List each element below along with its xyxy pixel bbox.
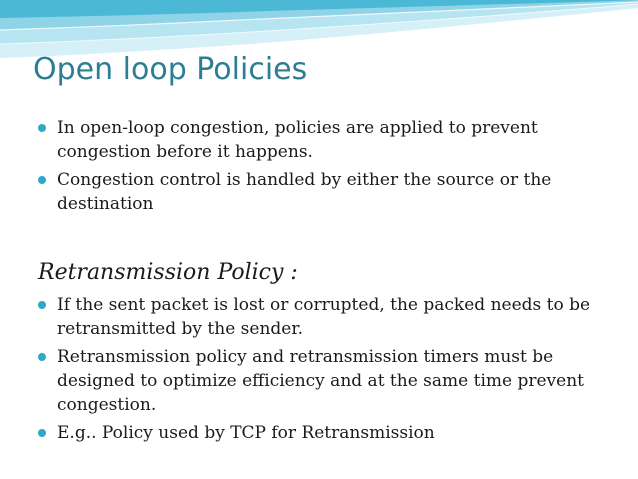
list-item xyxy=(38,293,618,341)
policy-bullets-block xyxy=(38,293,618,449)
policy-bullet-list xyxy=(38,293,618,445)
list-item xyxy=(38,421,618,445)
slide-title: Open loop Policies xyxy=(33,52,308,87)
section-subheading: Retransmission Policy : xyxy=(38,260,298,285)
bullet-text: E.g.. Policy used by TCP for Retransmission xyxy=(57,423,435,443)
bullet-dot-icon xyxy=(38,301,46,309)
list-item xyxy=(38,116,618,164)
bullet-text: Retransmission policy and retransmission timers must be designed to optimize efficiency and at the same time prevent congestion. xyxy=(57,347,584,415)
intro-bullet-list xyxy=(38,116,618,216)
list-item xyxy=(38,168,618,216)
bullet-text: In open-loop congestion, policies are applied to prevent congestion before it happens. xyxy=(57,118,538,162)
intro-bullets-block xyxy=(38,116,618,220)
bullet-dot-icon xyxy=(38,429,46,437)
bullet-dot-icon xyxy=(38,176,46,184)
bullet-dot-icon xyxy=(38,124,46,132)
bullet-text: Congestion control is handled by either the source or the destination xyxy=(57,170,552,214)
bullet-dot-icon xyxy=(38,353,46,361)
list-item xyxy=(38,345,618,417)
bullet-text: If the sent packet is lost or corrupted, the packed needs to be retransmitted by the sender. xyxy=(57,295,591,339)
